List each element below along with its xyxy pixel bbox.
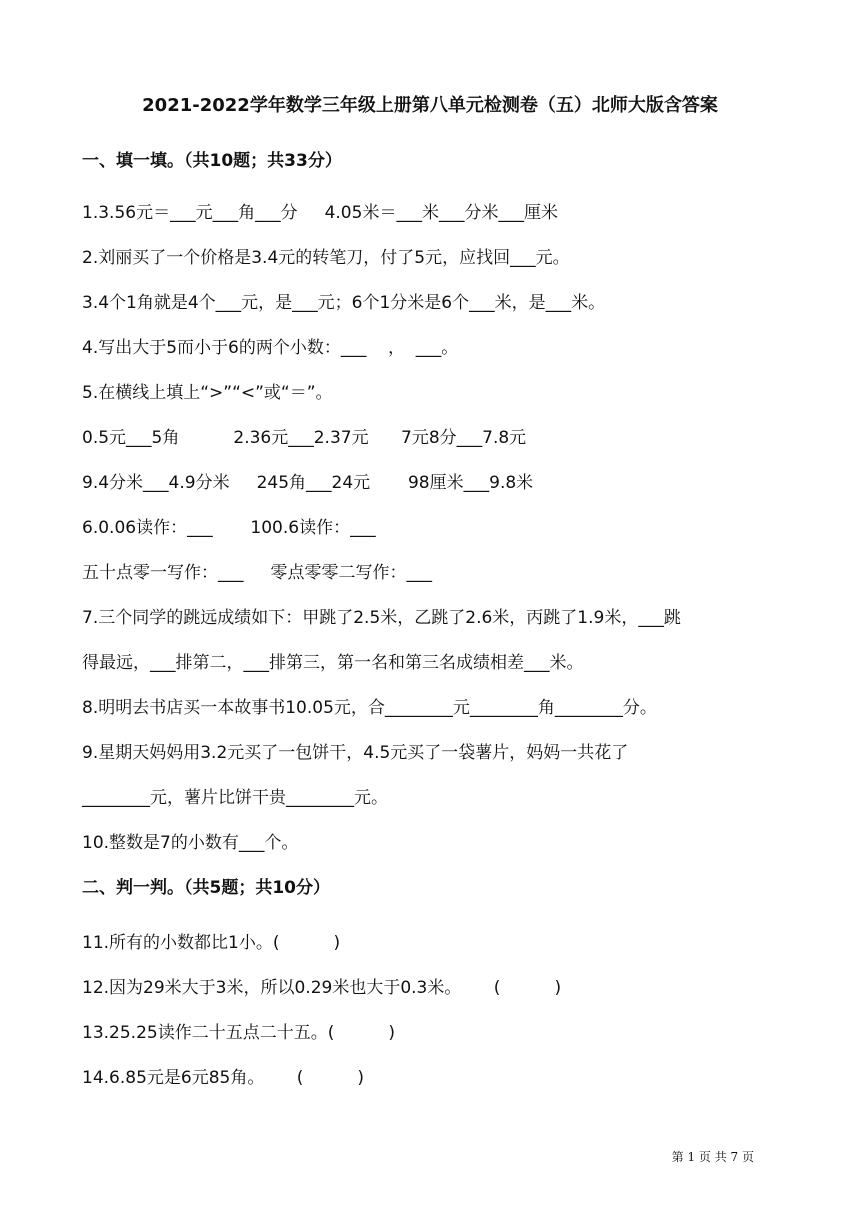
question-line: 13.25.25读作二十五点二十五。( ) [82,1023,396,1043]
question-line: 11.所有的小数都比1小。( ) [82,933,341,953]
document-title: 2021-2022学年数学三年级上册第八单元检测卷（五）北师大版含答案 [142,95,718,116]
page-footer: 第 1 页 共 7 页 [671,1150,754,1164]
question-line: 得最远，___排第二，___排第三，第一名和第三名成绩相差___米。 [82,653,584,673]
question-line: 7.三个同学的跳远成绩如下：甲跳了2.5米，乙跳了2.6米，丙跳了1.9米，___跳 [82,608,681,628]
question-line: ________元，薯片比饼干贵________元。 [82,788,388,808]
section-heading-true-false: 二、判一判。（共5题；共10分） [82,878,330,898]
question-line: 6.0.06读作：___ 100.6读作：___ [82,518,376,538]
question-line: 9.星期天妈妈用3.2元买了一包饼干，4.5元买了一袋薯片，妈妈一共花了 [82,743,629,763]
question-line: 14.6.85元是6元85角。 ( ) [82,1068,365,1088]
question-line: 0.5元___5角 2.36元___2.37元 7元8分___7.8元 [82,428,527,448]
question-line: 9.4分米___4.9分米 245角___24元 98厘米___9.8米 [82,473,534,493]
question-line: 4.写出大于5而小于6的两个小数：___ ， ___。 [82,338,459,358]
question-line: 2.刘丽买了一个价格是3.4元的转笔刀，付了5元，应找回___元。 [82,248,570,268]
question-line: 五十点零一写作：___ 零点零零二写作：___ [82,563,433,583]
question-line: 10.整数是7的小数有___个。 [82,833,299,853]
question-line: 8.明明去书店买一本故事书10.05元，合________元________角________分。 [82,698,657,718]
question-line: 3.4个1角就是4个___元，是___元；6个1分米是6个___米，是___米。 [82,293,606,313]
section-heading-fill-in: 一、填一填。（共10题；共33分） [82,151,342,171]
question-line: 1.3.56元＝___元___角___分 4.05米＝___米___分米___厘米 [82,203,558,223]
question-line: 5.在横线上填上“>”“<”或“＝”。 [82,383,333,403]
question-line: 12.因为29米大于3米，所以0.29米也大于0.3米。 ( ) [82,978,562,998]
